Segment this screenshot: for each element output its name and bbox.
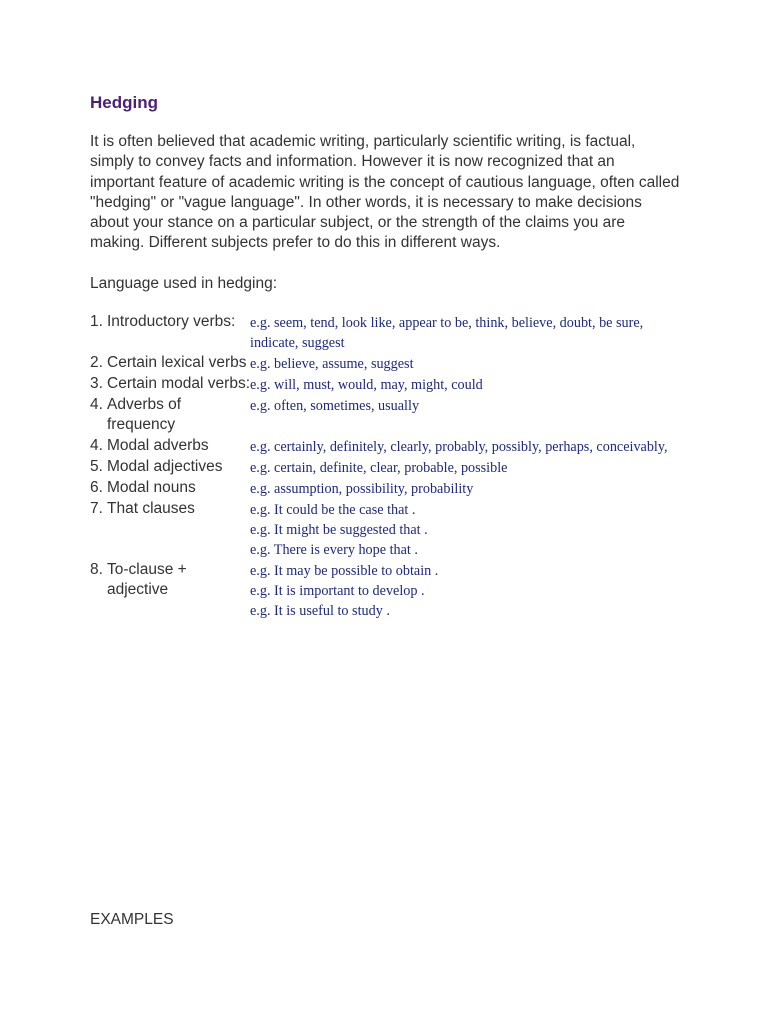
- example-text: e.g. It is important to develop .: [250, 582, 425, 599]
- list-item: [90, 312, 680, 353]
- list-item-examples: [250, 312, 680, 353]
- list-item-term: [90, 436, 250, 457]
- list-item: [90, 353, 680, 374]
- list-item-label: Certain modal verbs:: [107, 374, 251, 392]
- list-item-label: Modal nouns: [107, 478, 196, 496]
- list-item-number: 4.: [90, 395, 103, 413]
- example-text: e.g. will, must, would, may, might, could: [250, 376, 483, 393]
- list-item-term: [90, 395, 250, 436]
- list-item-label: Certain lexical verbs: [107, 353, 247, 371]
- list-item-term: [90, 457, 250, 478]
- list-item: [90, 374, 680, 395]
- intro-paragraph: It is often believed that academic writing, particularly scientific writing, is factual, simply to convey facts and information. However it is now recognized that an important feature of academic writing is the concept of cautious language, often called "hedging" or "vague language". In other words, it is necessary to make decisions about your stance on a particular subject, or the strength of the claims you are making. Different subjects prefer to do this in different ways.: [90, 133, 680, 252]
- list-item-label: Modal adjectives: [107, 457, 223, 475]
- list-item-number: 8.: [90, 560, 103, 578]
- language-heading: Language used in hedging:: [90, 274, 278, 292]
- example-text: e.g. It might be suggested that .: [250, 521, 428, 538]
- list-item-label: Introductory verbs:: [107, 312, 236, 330]
- list-item-term: [90, 374, 250, 395]
- list-item-label: That clauses: [107, 499, 195, 517]
- list-item: [90, 478, 680, 499]
- example-text: e.g. It could be the case that .: [250, 501, 416, 518]
- list-item-label: To-clause + adjective: [107, 560, 187, 599]
- list-item: [90, 436, 680, 457]
- example-text: e.g. There is every hope that .: [250, 541, 418, 558]
- list-item-number: 1.: [90, 312, 103, 330]
- list-item: [90, 499, 680, 560]
- list-item-label: Adverbs of frequency: [107, 395, 182, 434]
- document-page: [90, 92, 680, 621]
- list-item: [90, 560, 680, 621]
- example-text: e.g. assumption, possibility, probability: [250, 480, 474, 497]
- example-text: e.g. certainly, definitely, clearly, probably, possibly, perhaps, conceivably,: [250, 438, 668, 455]
- example-text: e.g. often, sometimes, usually: [250, 397, 420, 414]
- list-item-examples: [250, 499, 680, 560]
- page-title: Hedging: [90, 93, 158, 112]
- list-item: [90, 457, 680, 478]
- list-item-examples: [250, 478, 680, 499]
- list-item: [90, 395, 680, 436]
- list-item-examples: [250, 436, 680, 457]
- example-text: e.g. It is useful to study .: [250, 602, 390, 619]
- list-item-term: [90, 312, 250, 333]
- list-item-examples: [250, 374, 680, 395]
- list-item-number: 7.: [90, 499, 103, 517]
- list-item-number: 4.: [90, 436, 103, 454]
- list-item-term: [90, 560, 250, 601]
- list-item-label: Modal adverbs: [107, 436, 209, 454]
- example-text: e.g. certain, definite, clear, probable, possible: [250, 459, 508, 476]
- hedging-list: [90, 312, 680, 621]
- list-item-term: [90, 478, 250, 499]
- list-item-number: 6.: [90, 478, 103, 496]
- example-text: e.g. believe, assume, suggest: [250, 355, 414, 372]
- list-item-examples: [250, 560, 680, 621]
- list-item-examples: [250, 457, 680, 478]
- list-item-number: 2.: [90, 353, 103, 371]
- example-text: e.g. It may be possible to obtain .: [250, 562, 439, 579]
- list-item-number: 3.: [90, 374, 103, 392]
- list-item-examples: [250, 395, 680, 416]
- list-item-term: [90, 353, 250, 374]
- list-item-term: [90, 499, 250, 520]
- list-item-number: 5.: [90, 457, 103, 475]
- example-text: e.g. seem, tend, look like, appear to be, think, believe, doubt, be sure, indicate, suggest: [250, 314, 644, 351]
- list-item-examples: [250, 353, 680, 374]
- examples-heading: EXAMPLES: [90, 911, 174, 928]
